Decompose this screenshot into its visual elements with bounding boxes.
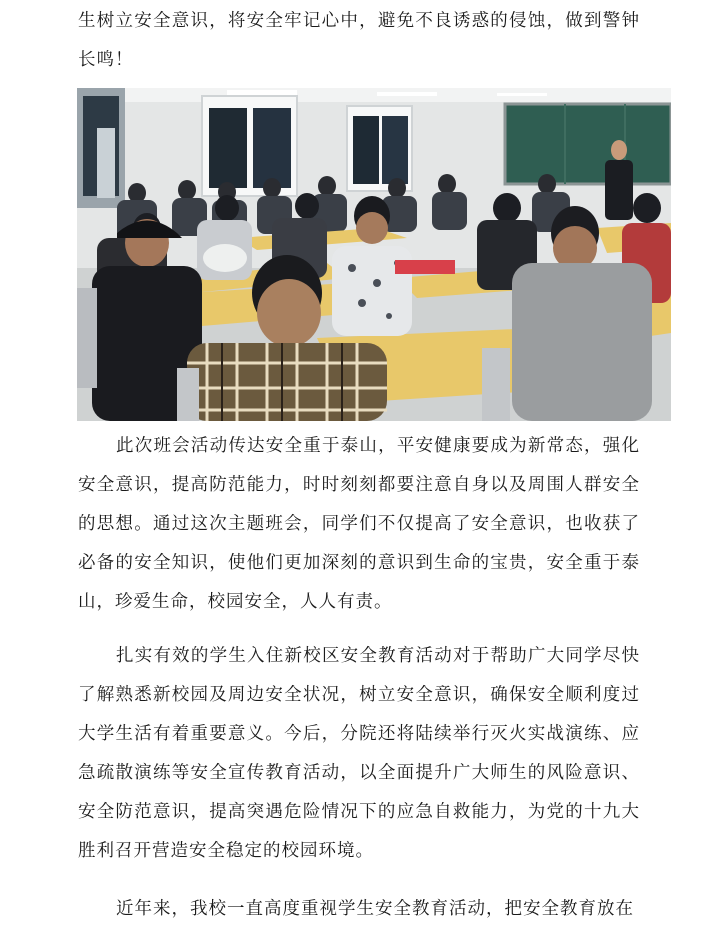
classroom-photo	[77, 88, 671, 421]
paragraph-3: 近年来，我校一直高度重视学生安全教育活动，把安全教育放在	[116, 899, 634, 919]
paragraph-1: 此次班会活动传达安全重于泰山，平安健康要成为新常态，强化安全意识，提高防范能力，时时刻刻都要注意自身以及周围人群安全的思想。通过这次主题班会，同学们不仅提高了安全意识，也收获了必备的安全知识，使他们更加深刻的意识到生命的宝贵，安全重于泰山，珍爱生命，校园安全，人人有责。	[78, 436, 640, 612]
paragraph-2: 扎实有效的学生入住新校区安全教育活动对于帮助广大同学尽快了解熟悉新校园及周边安全状况，树立安全意识，确保安全顺利度过大学生活有着重要意义。今后，分院还将陆续举行灭火实战演练、应急疏散演练等安全宣传教育活动，以全面提升广大师生的风险意识、安全防范意识，提高突遇危险情况下的应急自救能力，为党的十九大胜利召开营造安全稳定的校园环境。	[78, 646, 640, 861]
intro-fragment: 生树立安全意识，将安全牢记心中，避免不良诱惑的侵蚀，做到警钟长鸣！	[78, 11, 640, 70]
